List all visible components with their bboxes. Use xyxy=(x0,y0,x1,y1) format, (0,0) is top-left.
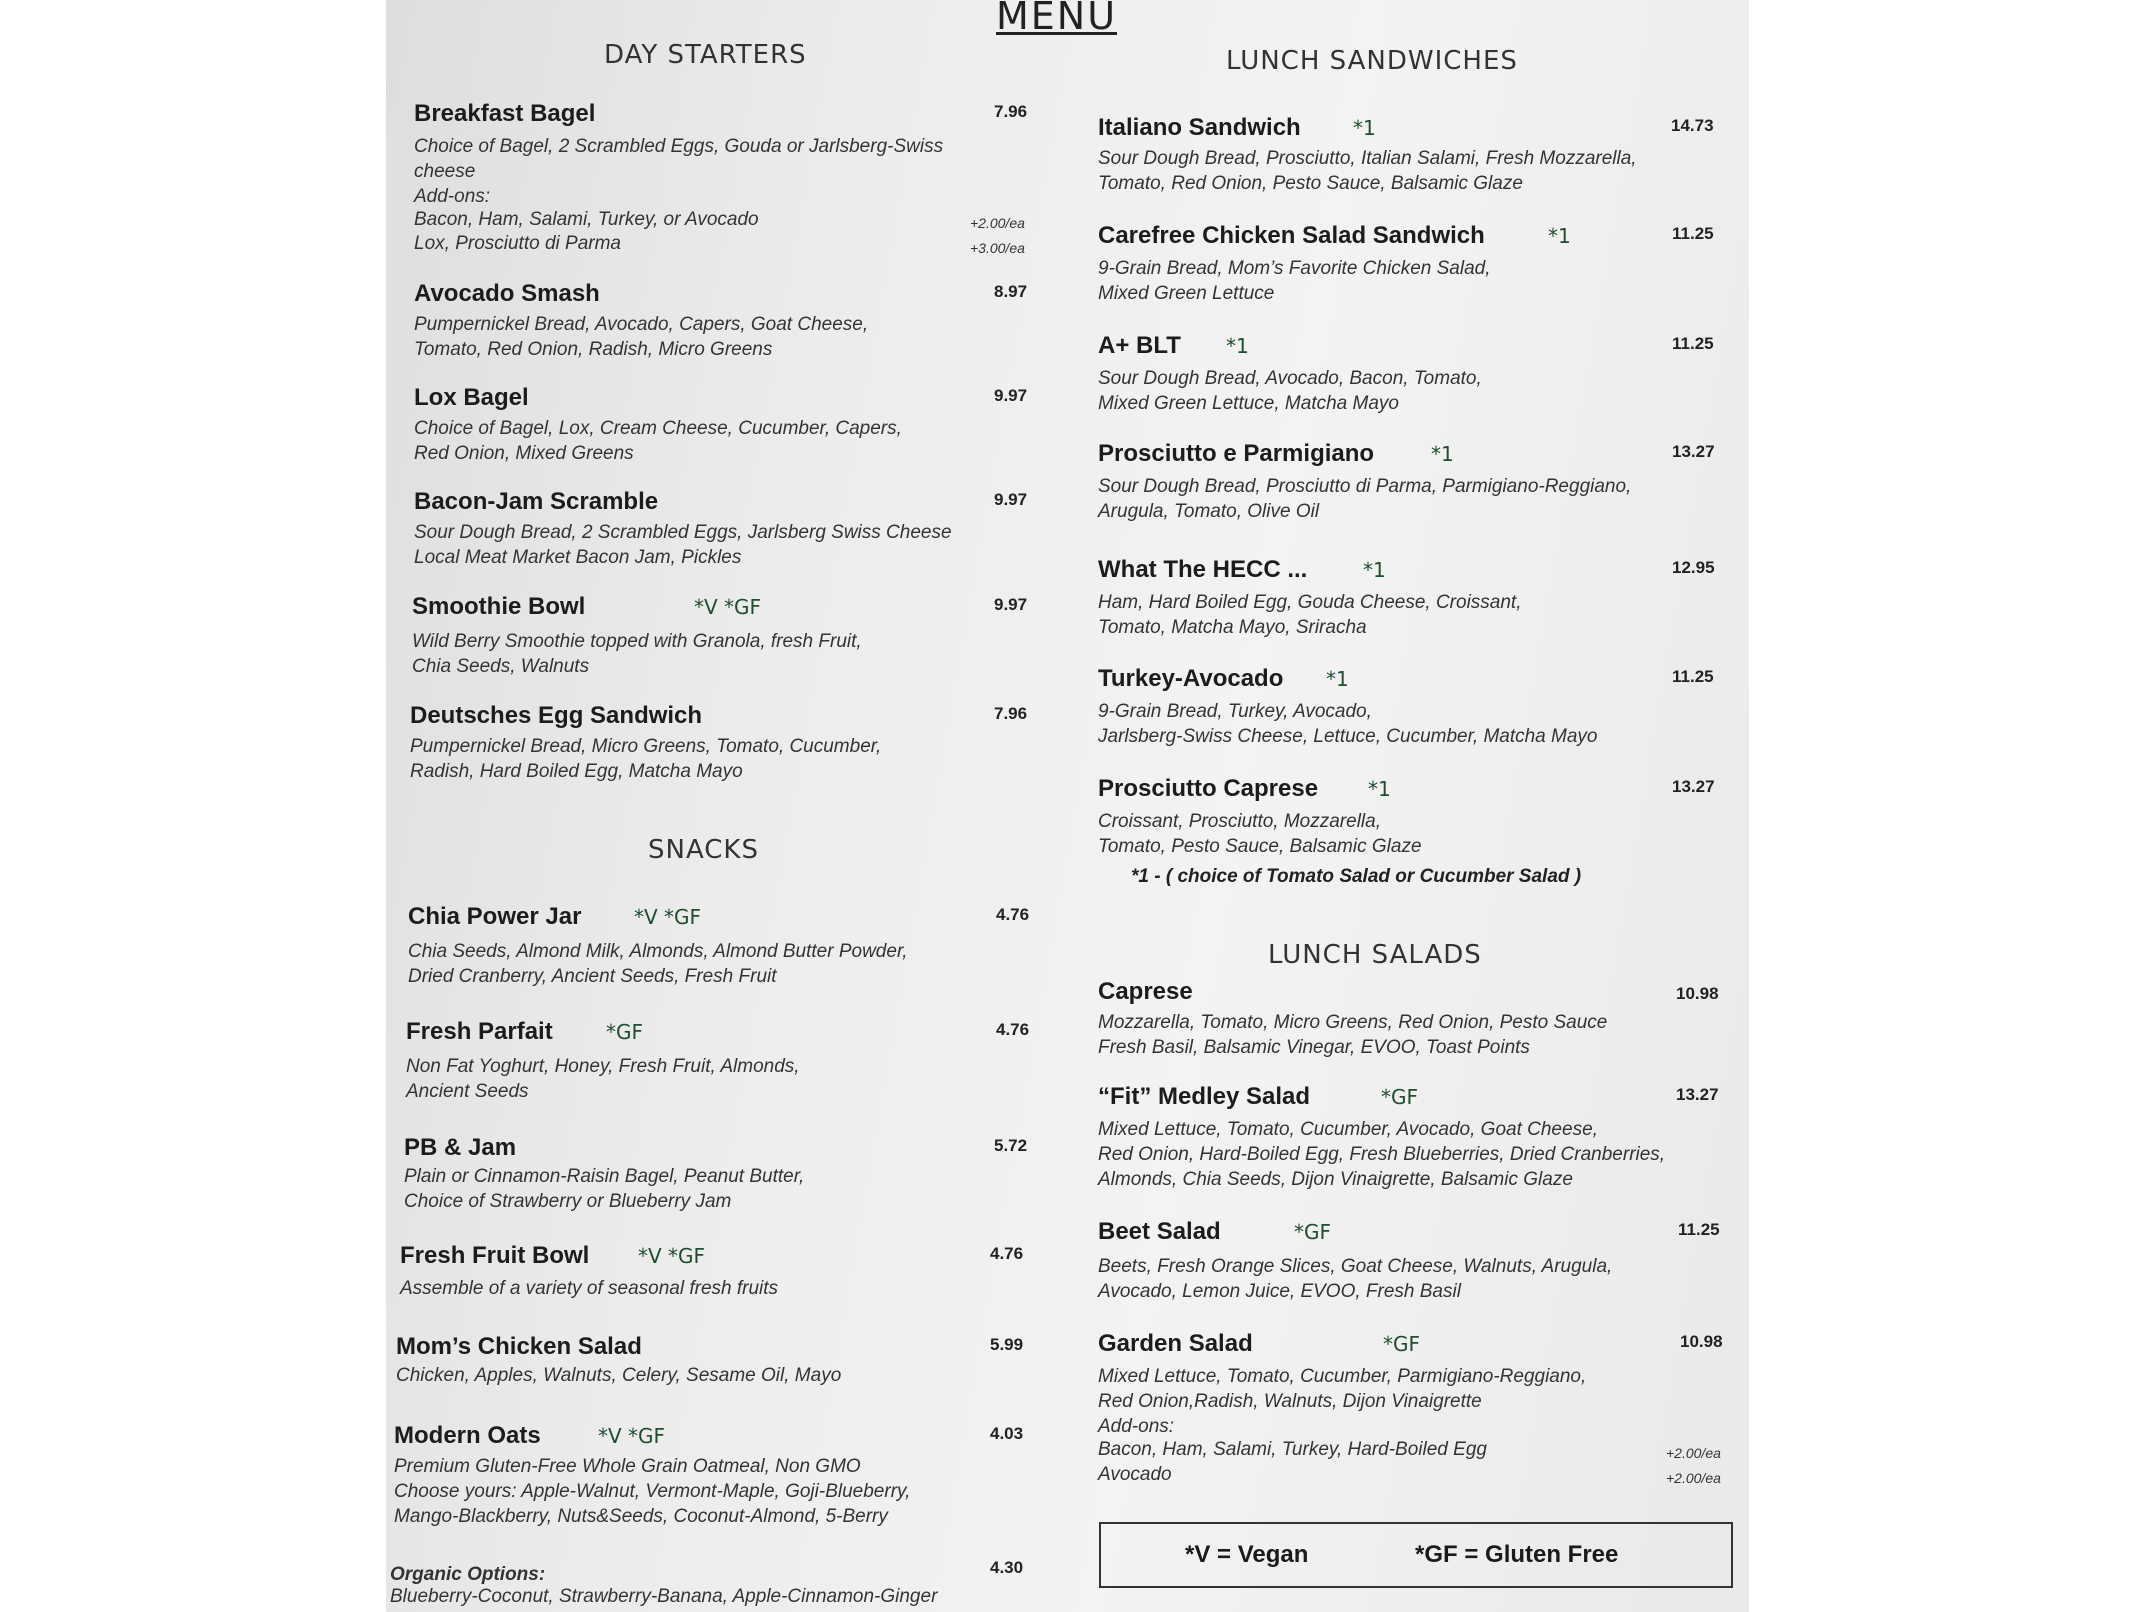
diet-tag: *1 xyxy=(1353,116,1376,140)
side-salad-footnote: *1 - ( choice of Tomato Salad or Cucumber Salad ) xyxy=(1131,866,1582,887)
diet-tag: *V *GF xyxy=(598,1424,666,1448)
description-line: 9-Grain Bread, Turkey, Avocado, xyxy=(1098,701,1372,722)
description-line: Choose yours: Apple-Walnut, Vermont-Maple, Goji-Blueberry, xyxy=(394,1481,911,1502)
description-line: Dried Cranberry, Ancient Seeds, Fresh Fruit xyxy=(408,966,777,987)
item-name: Deutsches Egg Sandwich xyxy=(410,702,703,729)
item-description xyxy=(1098,1254,1612,1304)
item-price: 13.27 xyxy=(1672,777,1715,796)
item-description xyxy=(1098,1364,1586,1439)
diet-tag: *GF xyxy=(606,1020,644,1044)
item-description xyxy=(414,312,868,362)
addon-line: Bacon, Ham, Salami, Turkey, or Avocado xyxy=(414,209,759,230)
description-line: Chicken, Apples, Walnuts, Celery, Sesame Oil, Mayo xyxy=(396,1365,842,1386)
description-line: Croissant, Prosciutto, Mozzarella, xyxy=(1098,811,1381,832)
description-line: Jarlsberg-Swiss Cheese, Lettuce, Cucumber, Matcha Mayo xyxy=(1098,726,1598,747)
item-name: Beet Salad xyxy=(1098,1218,1221,1245)
description-line: Beets, Fresh Orange Slices, Goat Cheese, Walnuts, Arugula, xyxy=(1098,1256,1613,1277)
item-name: Fresh Fruit Bowl xyxy=(400,1242,590,1269)
description-line: Tomato, Red Onion, Pesto Sauce, Balsamic Glaze xyxy=(1098,173,1523,194)
item-name: Fresh Parfait xyxy=(406,1018,553,1045)
item-description xyxy=(1098,1010,1607,1060)
item-name: Organic Options: xyxy=(390,1564,546,1585)
description-line: Red Onion, Hard-Boiled Egg, Fresh Blueberries, Dried Cranberries, xyxy=(1098,1144,1666,1165)
description-line: Non Fat Yoghurt, Honey, Fresh Fruit, Almonds, xyxy=(406,1056,800,1077)
diet-tag: *1 xyxy=(1363,558,1386,582)
item-price: 4.03 xyxy=(990,1424,1024,1443)
item-price: 5.72 xyxy=(994,1136,1028,1155)
item-description xyxy=(406,1054,800,1104)
item-name: Modern Oats xyxy=(394,1422,541,1449)
item-price: 4.76 xyxy=(996,1020,1030,1039)
description-line: Mixed Green Lettuce xyxy=(1098,283,1275,304)
item-price: 4.30 xyxy=(990,1558,1024,1577)
item-description xyxy=(1098,366,1482,416)
description-line: Chia Seeds, Almond Milk, Almonds, Almond Butter Powder, xyxy=(408,941,908,962)
item-description xyxy=(1098,474,1631,524)
section-title-lunch-sandwiches: LUNCH SANDWICHES xyxy=(1226,46,1518,76)
description-line: Radish, Hard Boiled Egg, Matcha Mayo xyxy=(410,761,743,782)
item-description xyxy=(1098,590,1522,640)
description-line: Avocado, Lemon Juice, EVOO, Fresh Basil xyxy=(1098,1281,1461,1302)
item-price: 7.96 xyxy=(994,102,1028,121)
item-name: Prosciutto Caprese xyxy=(1098,775,1319,802)
addon-line: Avocado xyxy=(1098,1464,1172,1485)
description-line: Mango-Blackberry, Nuts&Seeds, Coconut-Almond, 5-Berry xyxy=(394,1506,888,1527)
description-line: Choice of Strawberry or Blueberry Jam xyxy=(404,1191,732,1212)
item-name: Carefree Chicken Salad Sandwich xyxy=(1098,222,1485,249)
addon-price: +2.00/ea xyxy=(1666,1445,1721,1461)
description-line: Local Meat Market Bacon Jam, Pickles xyxy=(414,547,742,568)
description-line: Sour Dough Bread, Avocado, Bacon, Tomato, xyxy=(1098,368,1482,389)
description-line: Blueberry-Coconut, Strawberry-Banana, Apple-Cinnamon-Ginger xyxy=(390,1586,938,1607)
item-description xyxy=(390,1584,937,1609)
addon-price: +3.00/ea xyxy=(970,240,1025,256)
description-line: Mixed Lettuce, Tomato, Cucumber, Avocado, Goat Cheese, xyxy=(1098,1119,1598,1140)
description-line: Pumpernickel Bread, Avocado, Capers, Goat Cheese, xyxy=(414,314,869,335)
description-line: Ancient Seeds xyxy=(406,1081,529,1102)
description-line: cheese xyxy=(414,161,476,182)
section-title-snacks: SNACKS xyxy=(648,835,759,865)
addon-price: +2.00/ea xyxy=(1666,1470,1721,1486)
item-price: 11.25 xyxy=(1672,224,1714,243)
item-name: Prosciutto e Parmigiano xyxy=(1098,440,1375,467)
description-line: Choice of Bagel, 2 Scrambled Eggs, Gouda or Jarlsberg-Swiss xyxy=(414,136,944,157)
item-description xyxy=(414,416,902,466)
gluten-free-legend: *GF = Gluten Free xyxy=(1415,1541,1619,1568)
item-description xyxy=(396,1363,841,1388)
description-line: Arugula, Tomato, Olive Oil xyxy=(1098,501,1320,522)
diet-tag: *1 xyxy=(1326,667,1349,691)
item-description xyxy=(410,734,881,784)
item-description xyxy=(1098,699,1598,749)
diet-tag: *1 xyxy=(1548,224,1571,248)
description-line: Sour Dough Bread, Prosciutto di Parma, Parmigiano-Reggiano, xyxy=(1098,476,1632,497)
description-line: Tomato, Matcha Mayo, Sriracha xyxy=(1098,617,1367,638)
description-line: Ham, Hard Boiled Egg, Gouda Cheese, Croissant, xyxy=(1098,592,1522,613)
item-price: 11.25 xyxy=(1672,334,1714,353)
addons-label: Add-ons: xyxy=(414,186,491,207)
diet-tag: *1 xyxy=(1368,777,1391,801)
description-line: Wild Berry Smoothie topped with Granola, fresh Fruit, xyxy=(412,631,862,652)
description-line: Mozzarella, Tomato, Micro Greens, Red Onion, Pesto Sauce xyxy=(1098,1012,1608,1033)
item-description xyxy=(1098,146,1637,196)
section-title-day-starters: DAY STARTERS xyxy=(604,40,807,70)
description-line: Almonds, Chia Seeds, Dijon Vinaigrette, Balsamic Glaze xyxy=(1098,1169,1573,1190)
diet-tag: *GF xyxy=(1383,1332,1421,1356)
item-price: 13.27 xyxy=(1676,1085,1719,1104)
item-name: Garden Salad xyxy=(1098,1330,1253,1357)
description-line: Sour Dough Bread, Prosciutto, Italian Salami, Fresh Mozzarella, xyxy=(1098,148,1637,169)
diet-tag: *V *GF xyxy=(694,595,762,619)
item-price: 4.76 xyxy=(990,1244,1024,1263)
item-description xyxy=(414,134,943,209)
item-name: Lox Bagel xyxy=(414,384,529,411)
description-line: Red Onion, Mixed Greens xyxy=(414,443,634,464)
item-price: 11.25 xyxy=(1678,1220,1720,1239)
description-line: 9-Grain Bread, Mom’s Favorite Chicken Salad, xyxy=(1098,258,1491,279)
item-description xyxy=(400,1276,778,1301)
item-name: Caprese xyxy=(1098,978,1193,1005)
description-line: Red Onion,Radish, Walnuts, Dijon Vinaigrette xyxy=(1098,1391,1482,1412)
item-price: 10.98 xyxy=(1680,1332,1723,1351)
vegan-legend: *V = Vegan xyxy=(1185,1541,1309,1568)
description-line: Fresh Basil, Balsamic Vinegar, EVOO, Toast Points xyxy=(1098,1037,1530,1058)
item-price: 9.97 xyxy=(994,386,1028,405)
description-line: Pumpernickel Bread, Micro Greens, Tomato, Cucumber, xyxy=(410,736,882,757)
item-price: 14.73 xyxy=(1671,116,1714,135)
item-description xyxy=(404,1164,804,1214)
item-description xyxy=(414,520,952,570)
item-description xyxy=(412,629,862,679)
diet-tag: *V *GF xyxy=(634,905,702,929)
item-name: Breakfast Bagel xyxy=(414,100,596,127)
item-price: 8.97 xyxy=(994,282,1028,301)
addons-label: Add-ons: xyxy=(1098,1416,1175,1437)
item-name: Italiano Sandwich xyxy=(1098,114,1301,141)
item-name: A+ BLT xyxy=(1098,332,1181,359)
item-name: Smoothie Bowl xyxy=(412,593,586,620)
menu-page xyxy=(386,0,1749,1612)
diet-tag: *V *GF xyxy=(638,1244,706,1268)
section-title-lunch-salads: LUNCH SALADS xyxy=(1268,940,1482,970)
item-name: Avocado Smash xyxy=(414,280,600,307)
diet-tag: *GF xyxy=(1381,1085,1419,1109)
addon-price: +2.00/ea xyxy=(970,215,1025,231)
item-name: What The HECC ... xyxy=(1098,556,1308,583)
diet-tag: *GF xyxy=(1294,1220,1332,1244)
description-line: Plain or Cinnamon-Raisin Bagel, Peanut Butter, xyxy=(404,1166,805,1187)
description-line: Choice of Bagel, Lox, Cream Cheese, Cucumber, Capers, xyxy=(414,418,902,439)
description-line: Mixed Lettuce, Tomato, Cucumber, Parmigiano-Reggiano, xyxy=(1098,1366,1587,1387)
item-description xyxy=(394,1454,910,1529)
item-description xyxy=(1098,809,1422,859)
item-price: 10.98 xyxy=(1676,984,1719,1003)
item-name: PB & Jam xyxy=(404,1134,517,1161)
menu-title: MENU xyxy=(996,0,1118,38)
description-line: Tomato, Red Onion, Radish, Micro Greens xyxy=(414,339,773,360)
addon-line: Lox, Prosciutto di Parma xyxy=(414,233,621,254)
diet-tag: *1 xyxy=(1431,442,1454,466)
item-description xyxy=(408,939,908,989)
description-line: Chia Seeds, Walnuts xyxy=(412,656,590,677)
description-line: Sour Dough Bread, 2 Scrambled Eggs, Jarlsberg Swiss Cheese xyxy=(414,522,952,543)
item-name: “Fit” Medley Salad xyxy=(1098,1083,1311,1110)
item-name: Bacon-Jam Scramble xyxy=(414,488,659,515)
diet-legend xyxy=(1099,1522,1733,1588)
item-description xyxy=(1098,256,1490,306)
description-line: Premium Gluten-Free Whole Grain Oatmeal, Non GMO xyxy=(394,1456,861,1477)
addon-line: Bacon, Ham, Salami, Turkey, Hard-Boiled Egg xyxy=(1098,1439,1487,1460)
item-price: 4.76 xyxy=(996,905,1030,924)
item-name: Turkey-Avocado xyxy=(1098,665,1284,692)
item-price: 5.99 xyxy=(990,1335,1024,1354)
item-price: 9.97 xyxy=(994,490,1028,509)
item-price: 12.95 xyxy=(1672,558,1715,577)
item-price: 13.27 xyxy=(1672,442,1715,461)
item-price: 9.97 xyxy=(994,595,1028,614)
item-name: Chia Power Jar xyxy=(408,903,582,930)
description-line: Tomato, Pesto Sauce, Balsamic Glaze xyxy=(1098,836,1422,857)
item-description xyxy=(1098,1117,1665,1192)
description-line: Mixed Green Lettuce, Matcha Mayo xyxy=(1098,393,1399,414)
diet-tag: *1 xyxy=(1226,334,1249,358)
item-price: 7.96 xyxy=(994,704,1028,723)
description-line: Assemble of a variety of seasonal fresh fruits xyxy=(400,1278,779,1299)
item-name: Mom’s Chicken Salad xyxy=(396,1333,642,1360)
item-price: 11.25 xyxy=(1672,667,1714,686)
